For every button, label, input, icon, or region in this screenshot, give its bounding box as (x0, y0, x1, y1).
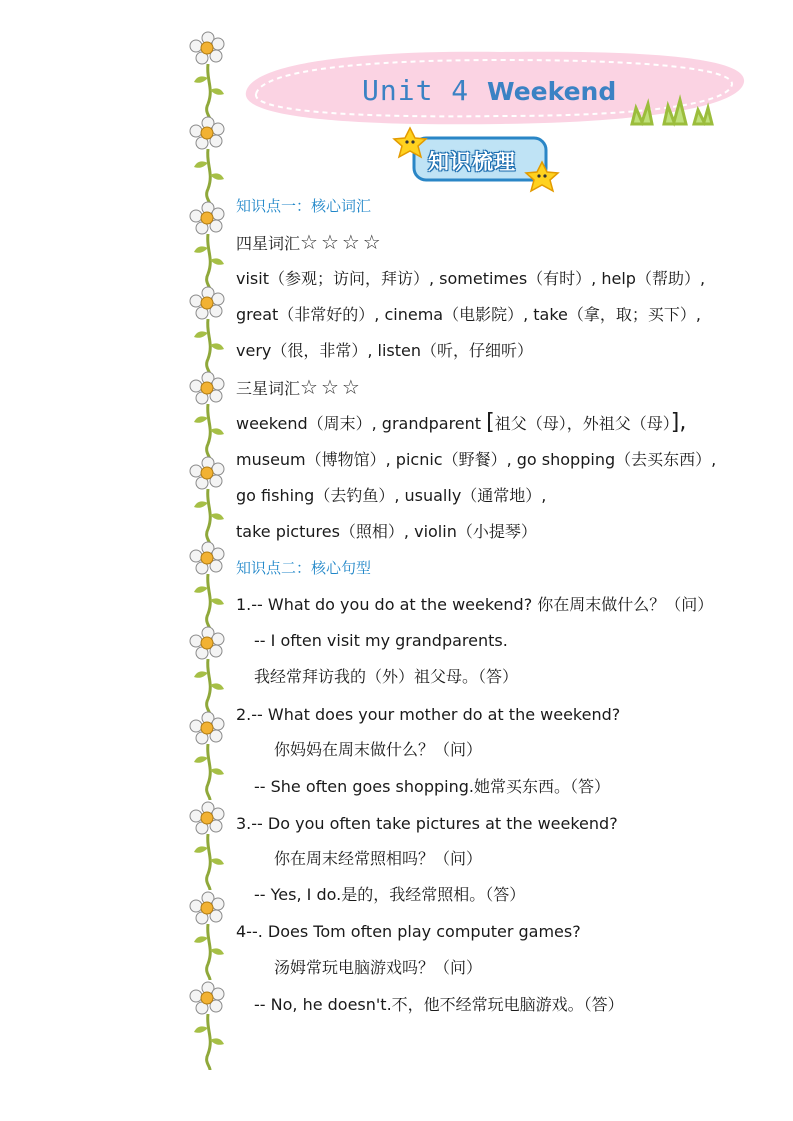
flower-icon (186, 540, 232, 630)
vocab-line: great（非常好的）, cinema（电影院）, take（拿，取；买下）, (236, 305, 701, 324)
vocab-line: go fishing（去钓鱼）, usually（通常地）, (236, 486, 547, 505)
sentence-line: 汤姆常玩电脑游戏吗？（问） (274, 958, 483, 977)
flower-icon (186, 285, 232, 375)
section-heading: 知识点一：核心词汇 (236, 197, 372, 215)
sentence-line: 我经常拜访我的（外）祖父母。（答） (254, 667, 519, 686)
flower-icon (186, 370, 232, 460)
flower-icon (186, 30, 232, 120)
flower-icon (186, 200, 232, 290)
flower-icon (186, 980, 232, 1070)
four-star-text: 四星词汇 (236, 234, 301, 253)
sentence-line: 1.-- What do you do at the weekend? 你在周末做什么？（问） (236, 595, 714, 614)
bracket: ], (670, 410, 687, 435)
page-title (362, 74, 616, 107)
vocab-line: take pictures（照相）, violin（小提琴） (236, 522, 537, 541)
sentence-line: -- She often goes shopping.她常买东西。（答） (254, 777, 610, 796)
sentence-line: -- No, he doesn't.不，他不经常玩电脑游戏。（答） (254, 995, 624, 1014)
vocab-text: 祖父（母），外祖父（母） (494, 414, 671, 433)
title-unit: Unit 4 (362, 74, 470, 107)
flower-border (186, 30, 232, 1080)
flower-icon (186, 800, 232, 890)
title-topic: Weekend (487, 77, 617, 106)
vocab-line: visit（参观；访问，拜访）, sometimes（有时）, help（帮助）, (236, 269, 706, 288)
section-heading: 知识点二：核心句型 (236, 559, 372, 577)
vocab-text: weekend（周末）, grandparent (236, 414, 487, 433)
star-rating: ☆☆☆☆ (300, 230, 384, 254)
sentence-line: 3.-- Do you often take pictures at the weekend? (236, 814, 618, 833)
bracket: [ (486, 410, 495, 435)
sentence-line: 2.-- What does your mother do at the weekend? (236, 705, 621, 724)
sentence-line: -- I often visit my grandparents. (254, 631, 508, 650)
flower-icon (186, 625, 232, 715)
sentence-line: -- Yes, I do.是的，我经常照相。（答） (254, 885, 526, 904)
three-star-text: 三星词汇 (236, 379, 301, 398)
flower-icon (186, 710, 232, 800)
flower-icon (186, 115, 232, 205)
vocab-line (236, 412, 686, 435)
sentence-line: 你妈妈在周末做什么？（问） (274, 740, 483, 759)
vocab-line: very（很，非常）, listen（听，仔细听） (236, 341, 534, 360)
vocab-line: museum（博物馆）, picnic（野餐）, go shopping（去买东西）, (236, 450, 717, 469)
four-star-label (236, 231, 384, 255)
star-rating: ☆☆☆ (300, 375, 363, 399)
sentence-line: 4--. Does Tom often play computer games? (236, 922, 581, 941)
badge-label: 知识梳理 (428, 150, 516, 174)
flower-icon (186, 890, 232, 980)
three-star-label (236, 376, 363, 400)
flower-icon (186, 455, 232, 545)
sentence-line: 你在周末经常照相吗？（问） (274, 849, 483, 868)
